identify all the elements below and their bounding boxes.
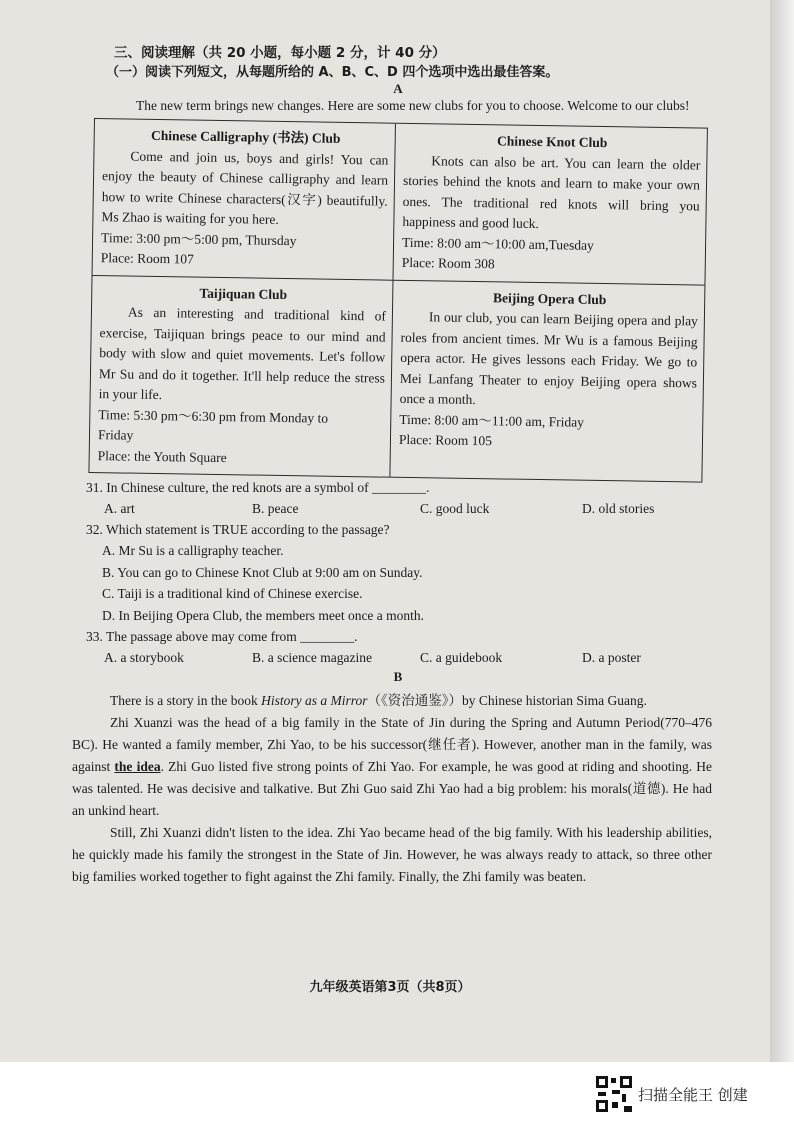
option-c: C. good luck <box>420 500 490 516</box>
question-32: 32. Which statement is TRUE according to the passage? <box>86 521 390 537</box>
book-title: History as a Mirror <box>261 692 368 708</box>
club-time: Time: 8:00 am～10:00 am,Tuesday <box>401 234 594 253</box>
option-b: B. a science magazine <box>252 649 372 665</box>
text: . Zhi Guo listed five strong points of Zhi Yao. For example, he was good at riding and shooting. He was talented. He was decisive and talkative. But Zhi Guo said Zhi Yao had a big problem: his morals(道德). He had an unkind heart. <box>72 758 712 818</box>
club-name: Chinese Calligraphy (书法) Club <box>150 127 341 146</box>
qr-code-icon <box>596 1076 632 1112</box>
club-cell-taijiquan <box>89 274 392 476</box>
club-name: Taijiquan Club <box>199 285 288 302</box>
club-time: Time: 3:00 pm～5:00 pm, Thursday <box>101 229 297 248</box>
question-31-options <box>104 499 708 519</box>
club-place: Place: Room 105 <box>398 431 493 449</box>
option-d: D. In Beijing Opera Club, the members meet once a month. <box>102 607 425 623</box>
club-cell-knot <box>393 124 707 284</box>
page-footer: 九年级英语第3页（共8页） <box>309 980 471 995</box>
club-time: Time: 8:00 am～11:00 am, Friday <box>399 411 585 430</box>
part-a-intro: The new term brings new changes. Here are some new clubs for you to choose. Welcome to our clubs! <box>136 98 690 113</box>
question-31: 31. In Chinese culture, the red knots are a symbol of ________. <box>86 480 430 495</box>
club-place: Place: the Youth Square <box>97 447 227 465</box>
page-content <box>68 44 712 888</box>
paper-edge-shadow <box>770 0 794 1062</box>
club-time: Time: 5:30 pm～6:30 pm from Monday to Friday <box>97 406 329 443</box>
club-name: Chinese Knot Club <box>496 133 608 151</box>
question-33: 33. The passage above may come from ________. <box>86 629 358 644</box>
part-a-letter: A <box>393 81 403 96</box>
club-desc: Knots can also be art. You can learn the older stories behind the knots and learn to make your own ones. The traditional red knots will bring you happiness and good luck. <box>402 152 701 231</box>
text: （《资治通鉴》）by Chinese historian Sima Guang. <box>367 692 647 708</box>
paragraph-1 <box>72 690 712 712</box>
club-name: Beijing Opera Club <box>492 289 607 307</box>
part-b-letter: B <box>393 668 403 684</box>
option-c: C. Taiji is a traditional kind of Chinese exercise. <box>102 586 363 601</box>
question-33-options <box>104 648 708 668</box>
text: Zhi Xuanzi was the head of a big family in the State of Jin during the Spring and Autumn Period(770–476 BC). He wanted a family member, Zhi Yao, to be his successor(继任者). However, another man in the family, was against <box>72 714 712 774</box>
club-place: Place: Room 107 <box>100 250 194 267</box>
option-b: B. You can go to Chinese Knot Club at 9:00 am on Sunday. <box>102 564 423 580</box>
club-place: Place: Room 308 <box>401 254 495 272</box>
option-c: C. a guidebook <box>420 649 503 665</box>
option-d: D. old stories <box>582 500 655 516</box>
clubs-table <box>88 118 708 483</box>
option-a: A. art <box>104 500 135 516</box>
text: There is a story in the book <box>110 692 262 708</box>
option-a: A. a storybook <box>104 649 184 665</box>
club-cell-opera <box>389 279 704 481</box>
part-b-passage <box>72 690 712 888</box>
club-desc: Come and join us, boys and girls! You can enjoy the beauty of Chinese calligraphy and learn how to write Chinese characters(汉字) beautifully. Ms Zhao is waiting for you here. <box>101 148 389 227</box>
section-title: 三、阅读理解（共 20 小题，每小题 2 分，计 40 分） <box>114 45 446 61</box>
watermark-text: 扫描全能王 创建 <box>638 1085 748 1104</box>
option-a: A. Mr Su is a calligraphy teacher. <box>102 543 284 558</box>
option-b: B. peace <box>252 500 299 516</box>
club-cell-calligraphy <box>93 119 395 279</box>
underlined-phrase: the idea <box>114 758 161 774</box>
scanner-watermark <box>596 1076 748 1112</box>
paragraph-2 <box>72 712 712 822</box>
section-instruction: （一）阅读下列短文，从每题所给的 A、B、C、D 四个选项中选出最佳答案。 <box>106 65 559 80</box>
club-desc: As an interesting and traditional kind of exercise, Taijiquan brings peace to our mind and body with slow and quiet movements. Let's follow Mr Su and do it together. It'll help reduce the stress in your life. <box>98 304 387 403</box>
club-desc: In our club, you can learn Beijing opera and play roles from ancient times. Mr Wu is a famous Beijing opera actor. He gives lessons each Friday. We go to Mei Lanfang Theater to enjoy Beijing opera shows once a month. <box>399 309 699 408</box>
paragraph-3: Still, Zhi Xuanzi didn't listen to the idea. Zhi Yao became head of the big family. With his leadership abilities, he quickly made his family the strongest in the State of Jin. However, he was always ready to attack, so three other big families worked together to fight against the Zhi family. Finally, the Zhi family was beaten. <box>72 824 712 884</box>
option-d: D. a poster <box>582 649 641 665</box>
